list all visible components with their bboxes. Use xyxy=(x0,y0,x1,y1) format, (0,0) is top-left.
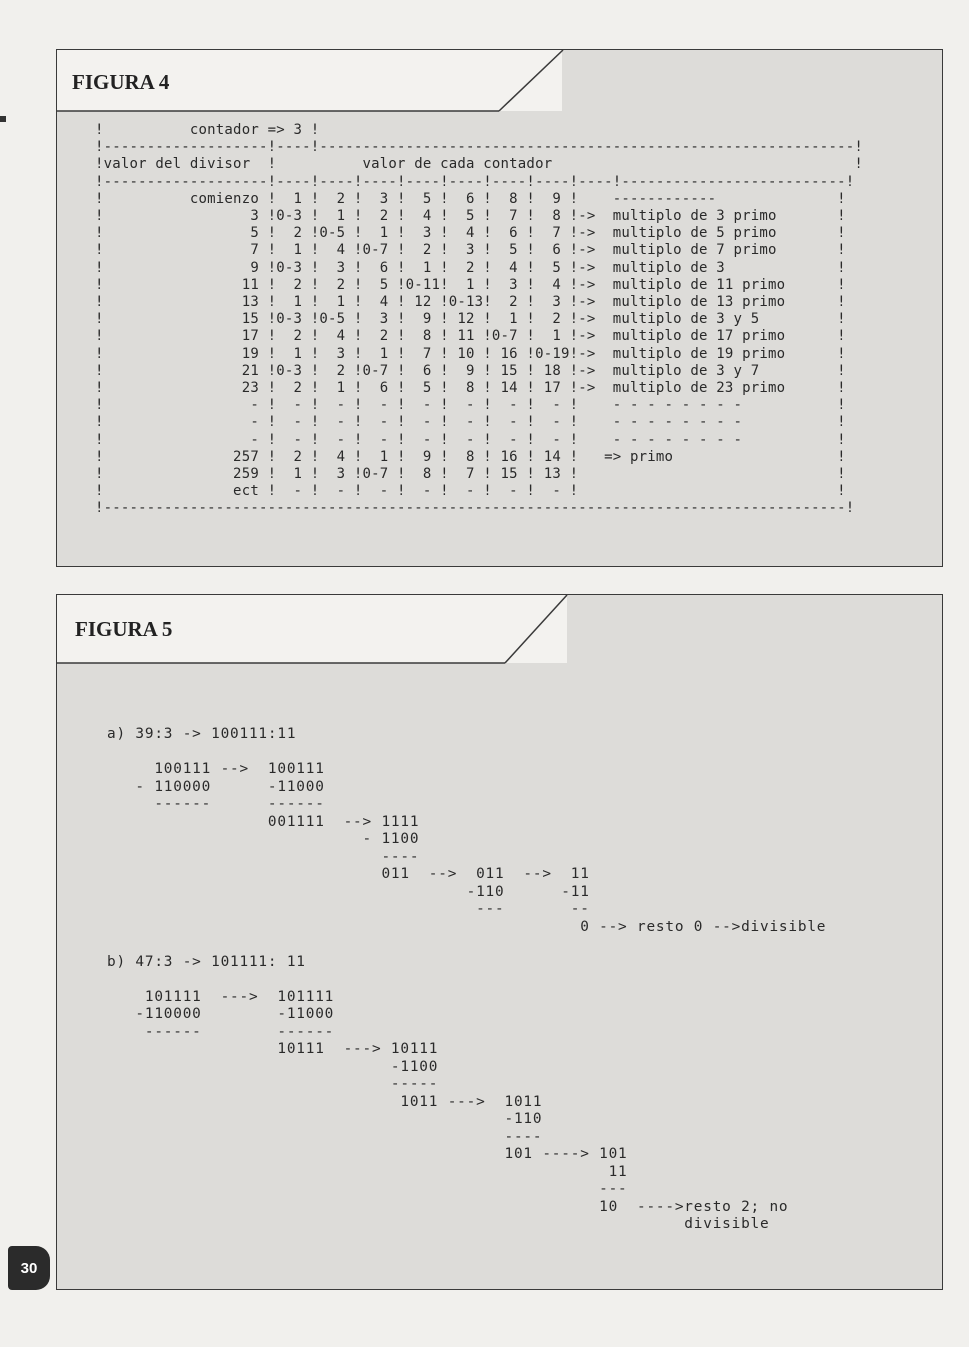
figura5-listing-line: b) 47:3 -> 101111: 11 xyxy=(107,953,306,970)
figure-4-listing xyxy=(95,122,863,518)
figura4-listing-line: ! - ! - ! - ! - ! - ! - ! - ! - ! - - - - - - - - ! xyxy=(95,431,846,448)
figura5-listing-line: - 110000 -11000 xyxy=(107,778,325,795)
figura5-listing-line: ------ ------ xyxy=(107,1023,335,1040)
figure-5-title-tab xyxy=(57,595,567,663)
figure-4-title-tab xyxy=(57,50,562,111)
figura4-listing-line: ! 259 ! 1 ! 3 !0-7 ! 8 ! 7 ! 15 ! 13 ! ! xyxy=(95,466,846,483)
figura5-listing-line: 10 ---->resto 2; no xyxy=(107,1198,789,1215)
figura5-listing-line: ------ ------ xyxy=(107,796,325,812)
figura5-listing-line: 0 --> resto 0 -->divisible xyxy=(107,918,827,935)
figura4-listing-line: ! - ! - ! - ! - ! - ! - ! - ! - ! - - - - - - - - ! xyxy=(95,414,846,431)
margin-mark xyxy=(0,116,6,122)
figura5-listing-line: a) 39:3 -> 100111:11 xyxy=(107,726,297,742)
figura4-listing-line: ! 7 ! 1 ! 4 !0-7 ! 2 ! 3 ! 5 ! 6 !-> multiplo de 7 primo ! xyxy=(95,242,846,259)
figura5-listing-line: -110000 -11000 xyxy=(107,1006,335,1022)
figura5-listing-line: divisible xyxy=(107,1216,770,1232)
figura5-listing-line: 1011 ---> 1011 xyxy=(107,1093,543,1110)
figura4-listing-line: ! 15 !0-3 !0-5 ! 3 ! 9 ! 12 ! 1 ! 2 !-> multiplo de 3 y 5 ! xyxy=(95,311,846,328)
figure-4 xyxy=(56,49,943,567)
figura4-listing-line: !valor del divisor ! valor de cada contador ! xyxy=(95,156,863,173)
figura4-listing-line: !--------------------------------------------------------------------------------------! xyxy=(95,500,855,517)
figure-5 xyxy=(56,594,943,1290)
figura5-listing-line: -1100 xyxy=(107,1058,439,1075)
figura5-listing-line: --- -- xyxy=(107,901,590,917)
figura5-listing-line: ---- xyxy=(107,848,420,865)
figura4-listing-line: ! 5 ! 2 !0-5 ! 1 ! 3 ! 4 ! 6 ! 7 !-> multiplo de 5 primo ! xyxy=(95,225,846,242)
figura5-listing-line: ----- xyxy=(107,1076,439,1092)
figura4-listing-line: ! - ! - ! - ! - ! - ! - ! - ! - ! - - - - - - - - ! xyxy=(95,397,846,414)
figura4-listing-line: ! 17 ! 2 ! 4 ! 2 ! 8 ! 11 !0-7 ! 1 !-> multiplo de 17 primo ! xyxy=(95,328,846,345)
figura5-listing-line: ---- xyxy=(107,1128,543,1145)
figura4-listing-line: ! ect ! - ! - ! - ! - ! - ! - ! - ! ! xyxy=(95,483,846,500)
figura5-listing-line: 11 xyxy=(107,1163,628,1180)
figura5-listing-line: 100111 --> 100111 xyxy=(107,761,325,777)
figure-4-label: FIGURA 4 xyxy=(72,70,170,94)
figura4-listing-line: ! contador => 3 ! xyxy=(95,122,320,138)
page-number: 30 xyxy=(8,1246,50,1290)
figura5-listing-line: 101 ----> 101 xyxy=(107,1146,628,1162)
figura4-listing-line: !-------------------!----!----!----!----!----!----!----!----!--------------------------! xyxy=(95,173,855,190)
figura4-listing-line: !-------------------!----!--------------------------------------------------------------! xyxy=(95,139,863,156)
figura5-listing-line: -110 -11 xyxy=(107,883,590,900)
figura4-listing-line: ! 3 !0-3 ! 1 ! 2 ! 4 ! 5 ! 7 ! 8 !-> multiplo de 3 primo ! xyxy=(95,208,846,225)
figura4-listing-line: ! 11 ! 2 ! 2 ! 5 !0-11! 1 ! 3 ! 4 !-> multiplo de 11 primo ! xyxy=(95,276,846,293)
figura5-listing-line: 10111 ---> 10111 xyxy=(107,1041,439,1057)
figura4-listing-line: ! 23 ! 2 ! 1 ! 6 ! 5 ! 8 ! 14 ! 17 !-> multiplo de 23 primo ! xyxy=(95,380,846,397)
figura5-listing-line: 001111 --> 1111 xyxy=(107,813,420,830)
figura4-listing-line: ! 19 ! 1 ! 3 ! 1 ! 7 ! 10 ! 16 !0-19!-> multiplo de 19 primo ! xyxy=(95,345,846,362)
figura5-listing-line: 101111 ---> 101111 xyxy=(107,988,335,1005)
figura4-listing-line: ! 257 ! 2 ! 4 ! 1 ! 9 ! 8 ! 16 ! 14 ! => primo ! xyxy=(95,448,846,465)
figura5-listing-line: - 1100 xyxy=(107,831,420,847)
figura5-listing-line: 011 --> 011 --> 11 xyxy=(107,866,590,882)
figure-5-label: FIGURA 5 xyxy=(75,617,173,641)
figure-5-listing xyxy=(107,726,826,1234)
figura5-listing-line: -110 xyxy=(107,1111,543,1127)
figura5-listing-line: --- xyxy=(107,1181,628,1197)
figura4-listing-line: ! 9 !0-3 ! 3 ! 6 ! 1 ! 2 ! 4 ! 5 !-> multiplo de 3 ! xyxy=(95,259,846,276)
figura4-listing-line: ! 13 ! 1 ! 1 ! 4 ! 12 !0-13! 2 ! 3 !-> multiplo de 13 primo ! xyxy=(95,294,846,311)
figura4-listing-line: ! comienzo ! 1 ! 2 ! 3 ! 5 ! 6 ! 8 ! 9 ! ------------ ! xyxy=(95,190,846,207)
figura4-listing-line: ! 21 !0-3 ! 2 !0-7 ! 6 ! 9 ! 15 ! 18 !-> multiplo de 3 y 7 ! xyxy=(95,362,846,379)
